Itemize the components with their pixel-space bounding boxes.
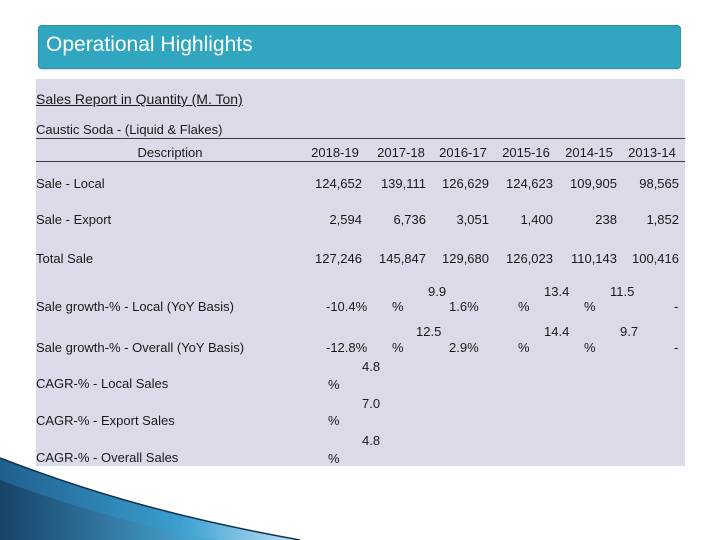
table-cell: 98,565 bbox=[639, 176, 679, 191]
row-label: CAGR-% - Local Sales bbox=[36, 376, 169, 391]
table-cell: 110,143 bbox=[570, 251, 617, 266]
table-cell: 11.5 bbox=[610, 284, 635, 299]
table-cell: 145,847 bbox=[379, 251, 426, 266]
table-cell: 127,246 bbox=[315, 251, 362, 266]
table-cell: % bbox=[518, 299, 530, 314]
table-cell: 129,680 bbox=[442, 251, 489, 266]
table-cell: 126,023 bbox=[506, 251, 553, 266]
table-cell: 238 bbox=[595, 212, 617, 227]
table-cell: 3,051 bbox=[456, 212, 489, 227]
table-cell: 124,652 bbox=[315, 176, 362, 191]
table-cell: % bbox=[328, 451, 340, 466]
year-header: 2014-15 bbox=[565, 145, 613, 160]
page-title: Operational Highlights bbox=[46, 33, 253, 56]
table-cell: % bbox=[518, 340, 530, 355]
table-cell: 4.8 bbox=[362, 359, 381, 374]
table-cell: 1,400 bbox=[520, 212, 553, 227]
table-cell: 7.0 bbox=[362, 396, 381, 411]
decorative-swoosh bbox=[0, 440, 300, 540]
row-label: Sale - Local bbox=[36, 176, 105, 191]
table-cell: 6,736 bbox=[393, 212, 426, 227]
table-cell: % bbox=[392, 340, 404, 355]
header-bar bbox=[38, 25, 681, 69]
description-header: Description bbox=[137, 145, 203, 160]
row-label: Sale - Export bbox=[36, 212, 112, 227]
table-cell: 4.8 bbox=[362, 433, 381, 448]
year-header: 2016-17 bbox=[439, 145, 487, 160]
table-cell: % bbox=[584, 299, 596, 314]
table-cell: 139,111 bbox=[380, 176, 426, 191]
table-cell: 1,852 bbox=[646, 212, 679, 227]
table-cell: 124,623 bbox=[506, 176, 553, 191]
table-cell: 126,629 bbox=[442, 176, 489, 191]
table-cell: % bbox=[328, 377, 340, 392]
table-cell: - bbox=[674, 299, 679, 314]
year-header: 2015-16 bbox=[502, 145, 550, 160]
year-header: 2018-19 bbox=[311, 145, 359, 160]
table-cell: 14.4 bbox=[544, 324, 570, 339]
table-cell: -12.8% bbox=[326, 340, 368, 355]
table-cell: 1.6% bbox=[449, 299, 479, 314]
table-cell: % bbox=[392, 299, 404, 314]
table-cell: 109,905 bbox=[570, 176, 617, 191]
table-cell: - bbox=[674, 340, 679, 355]
table-cell: 13.4 bbox=[544, 284, 570, 299]
row-label: CAGR-% - Overall Sales bbox=[36, 450, 179, 465]
table-cell: 9.9 bbox=[428, 284, 447, 299]
row-label: Sale growth-% - Local (YoY Basis) bbox=[36, 299, 234, 314]
table-top-rule bbox=[36, 138, 685, 139]
row-label: CAGR-% - Export Sales bbox=[36, 413, 175, 428]
table-cell: 12.5 bbox=[416, 324, 442, 339]
report-title: Sales Report in Quantity (M. Ton) bbox=[36, 91, 243, 107]
product-title: Caustic Soda - (Liquid & Flakes) bbox=[36, 122, 223, 137]
table-header-rule bbox=[36, 161, 685, 162]
row-label: Sale growth-% - Overall (YoY Basis) bbox=[36, 340, 245, 355]
year-header: 2017-18 bbox=[377, 145, 425, 160]
table-cell: -10.4% bbox=[326, 299, 368, 314]
table-cell: 2.9% bbox=[449, 340, 479, 355]
table-cell: % bbox=[584, 340, 596, 355]
year-header: 2013-14 bbox=[628, 145, 676, 160]
table-cell: 100,416 bbox=[632, 251, 679, 266]
table-cell: % bbox=[328, 413, 340, 428]
table-cell: 2,594 bbox=[329, 212, 362, 227]
row-label: Total Sale bbox=[36, 251, 94, 266]
table-cell: 9.7 bbox=[620, 324, 639, 339]
